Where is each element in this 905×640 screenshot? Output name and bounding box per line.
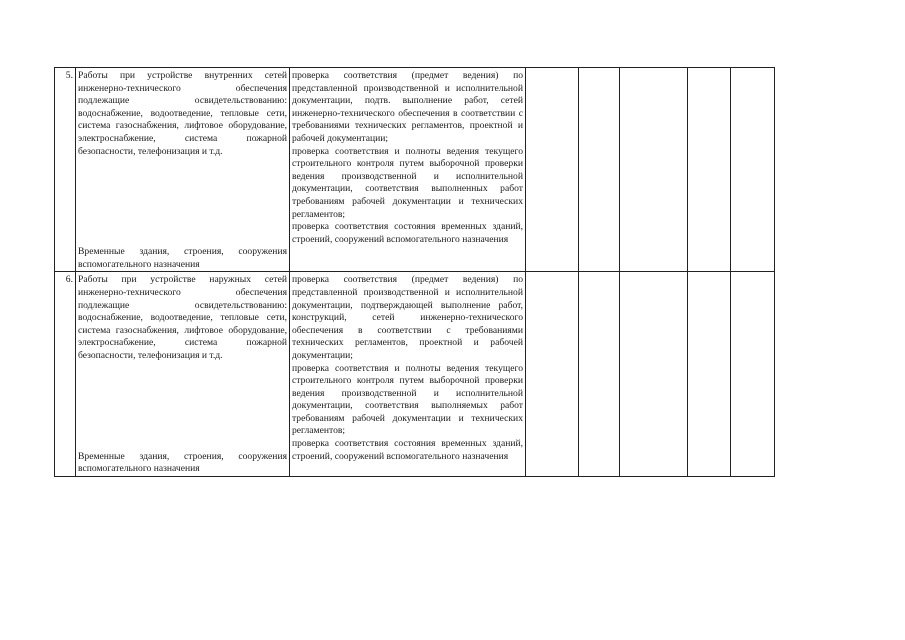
check-text-1: проверка соответствия (предмет ведения) по представленной производственной и исполнительной документации, подтверждающей выполнение работ, конструкций, сетей инженерно-технического обеспечения в соответствии с требованиями технических регламентов, проектной и рабочей документации;	[292, 274, 523, 361]
work-main-text: Работы при устройстве наружных сетей инженерно-технического обеспечения подлежащие освидетельствованию: водоснабжение, водоотведение, тепловые сети, система газоснабжения, лифтовое оборудование, электроснабжение, система пожарной безопасности, телефонизация и т.д.	[78, 274, 287, 361]
empty-cell	[688, 68, 731, 272]
check-text-1: проверка соответствия (предмет ведения) по представленной производственной и исполнительной документации, подтв. выполнение работ, сетей инженерно-технического обеспечения в соответствии с требованиями технических регламентов, проектной и рабочей документации;	[292, 70, 523, 144]
empty-cell	[688, 272, 731, 476]
work-description-cell	[76, 68, 290, 272]
empty-cell	[526, 68, 579, 272]
work-temp-text: Временные здания, строения, сооружения вспомогательного назначения	[78, 450, 287, 475]
empty-cell	[731, 272, 775, 476]
empty-cell	[579, 272, 620, 476]
empty-cell	[620, 272, 688, 476]
work-description-cell	[76, 272, 290, 476]
empty-cell	[526, 272, 579, 476]
work-main-text: Работы при устройстве внутренних сетей инженерно-технического обеспечения подлежащие освидетельствованию: водоснабжение, водоотведение, тепловые сети, система газоснабжения, лифтовое оборудование, электроснабжение, система пожарной безопасности, телефонизация и т.д.	[78, 70, 287, 157]
check-text-3: проверка соответствия состояния временных зданий, строений, сооружений вспомогательного назначения	[292, 221, 523, 245]
inspection-table	[54, 67, 775, 477]
cell-spacer	[78, 158, 287, 246]
empty-cell	[620, 68, 688, 272]
empty-cell	[731, 68, 775, 272]
table-row	[55, 68, 775, 272]
check-text-3: проверка соответствия состояния временных зданий, строений, сооружений вспомогательного назначения	[292, 438, 523, 462]
check-text-2: проверка соответствия и полноты ведения текущего строительного контроля путем выборочной проверки ведения производственной и исполнительной документации, соответствия выполняемых работ требованиям рабочей документации и технических регламентов;	[292, 362, 523, 437]
row-number: 5.	[55, 68, 76, 272]
empty-cell	[579, 68, 620, 272]
cell-spacer	[78, 363, 287, 451]
row-number: 6.	[55, 272, 76, 476]
table-row	[55, 272, 775, 476]
work-temp-text: Временные здания, строения, сооружения вспомогательного назначения	[78, 246, 287, 270]
check-text-2: проверка соответствия и полноты ведения текущего строительного контроля путем выборочной проверки ведения производственной и исполнительной документации, соответствия выполненных работ требованиям рабочей документации и технических регламентов;	[292, 145, 523, 220]
check-description-cell	[290, 272, 526, 476]
check-description-cell	[290, 68, 526, 272]
